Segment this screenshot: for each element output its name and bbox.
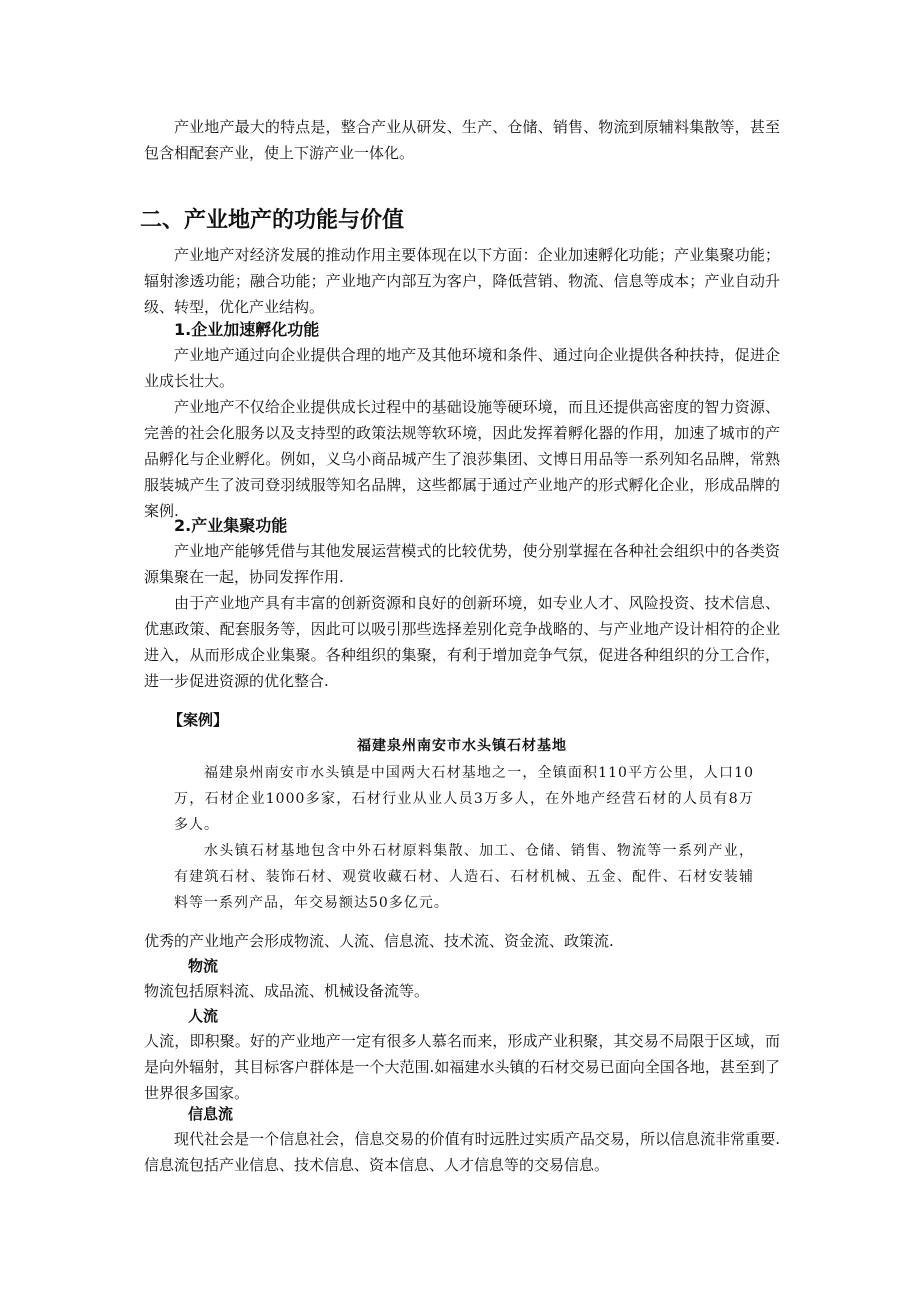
- info-paragraph: 现代社会是一个信息社会，信息交易的价值有时远胜过实质产品交易，所以信息流非常重要.信息流包括产业信息、技术信息、资本信息、人才信息等的交易信息。: [144, 1130, 780, 1174]
- logistics-paragraph: 物流包括原料流、成品流、机械设备流等。: [144, 982, 430, 1000]
- intro-paragraph: 产业地产最大的特点是，整合产业从研发、生产、仓储、销售、物流到原辅料集散等，甚至包含相配套产业，使上下游产业一体化。: [144, 118, 780, 162]
- incubation-paragraph-2: 产业地产不仅给企业提供成长过程中的基础设施等硬环境，而且还提供高密度的智力资源、完善的社会化服务以及支持型的政策法规等软环境，因此发挥着孵化器的作用，加速了城市的产品孵化与企业孵化。例如，义乌小商品城产生了浪莎集团、文博日用品等一系列知名品牌，常熟服装城产生了波司登羽绒服等知名品牌，这些都属于通过产业地产的形式孵化企业，形成品牌的案例.: [144, 398, 780, 520]
- case-title: 福建泉州南安市水头镇石材基地: [357, 738, 567, 754]
- flow-label-logistics: 物流: [188, 957, 219, 975]
- functions-overview-paragraph: 产业地产对经济发展的推动作用主要体现在以下方面：企业加速孵化功能；产业集聚功能；辐射渗透功能；融合功能；产业地产内部互为客户，降低营销、物流、信息等成本；产业自动升级、转型，优化产业结构。: [144, 246, 780, 316]
- flow-label-people: 人流: [188, 1007, 219, 1025]
- flow-label-info: 信息流: [188, 1105, 234, 1123]
- incubation-paragraph-1: 产业地产通过向企业提供合理的地产及其他环境和条件、通过向企业提供各种扶持，促进企业成长壮大。: [144, 346, 780, 390]
- cluster-paragraph-2: 由于产业地产具有丰富的创新资源和良好的创新环境，如专业人才、风险投资、技术信息、优惠政策、配套服务等，因此可以吸引那些选择差别化竞争战略的、与产业地产设计相符的企业进入，从而形成企业集聚。各种组织的集聚，有利于增加竞争气氛，促进各种组织的分工合作，进一步促进资源的优化整合.: [144, 594, 780, 690]
- people-paragraph: 人流，即积聚。好的产业地产一定有很多人慕名而来，形成产业积聚，其交易不局限于区域，而是向外辐射，其目标客户群体是一个大范围.如福建水头镇的石材交易已面向全国各地，甚至到了世界很多国家。: [144, 1032, 780, 1102]
- case-tag: 【案例】: [168, 711, 229, 729]
- section-heading-functions-value: 二、产业地产的功能与价值: [140, 208, 405, 233]
- flows-intro-paragraph: 优秀的产业地产会形成物流、人流、信息流、技术流、资金流、政策流.: [144, 932, 614, 950]
- subheading-incubation: 1.企业加速孵化功能: [174, 320, 320, 339]
- cluster-paragraph-1: 产业地产能够凭借与其他发展运营模式的比较优势，使分别掌握在各种社会组织中的各类资源集聚在一起，协同发挥作用.: [144, 542, 780, 586]
- subheading-cluster: 2.产业集聚功能: [174, 516, 288, 535]
- case-paragraph-2: 水头镇石材基地包含中外石材原料集散、加工、仓储、销售、物流等一系列产业，有建筑石材、装饰石材、观赏收藏石材、人造石、石材机械、五金、配件、石材安装辅料等一系列产品，年交易额达50多亿元。: [174, 843, 754, 911]
- case-paragraph-1: 福建泉州南安市水头镇是中国两大石材基地之一，全镇面积110平方公里，人口10万，石材企业1000多家，石材行业从业人员3万多人，在外地产经营石材的人员有8万多人。: [174, 765, 754, 833]
